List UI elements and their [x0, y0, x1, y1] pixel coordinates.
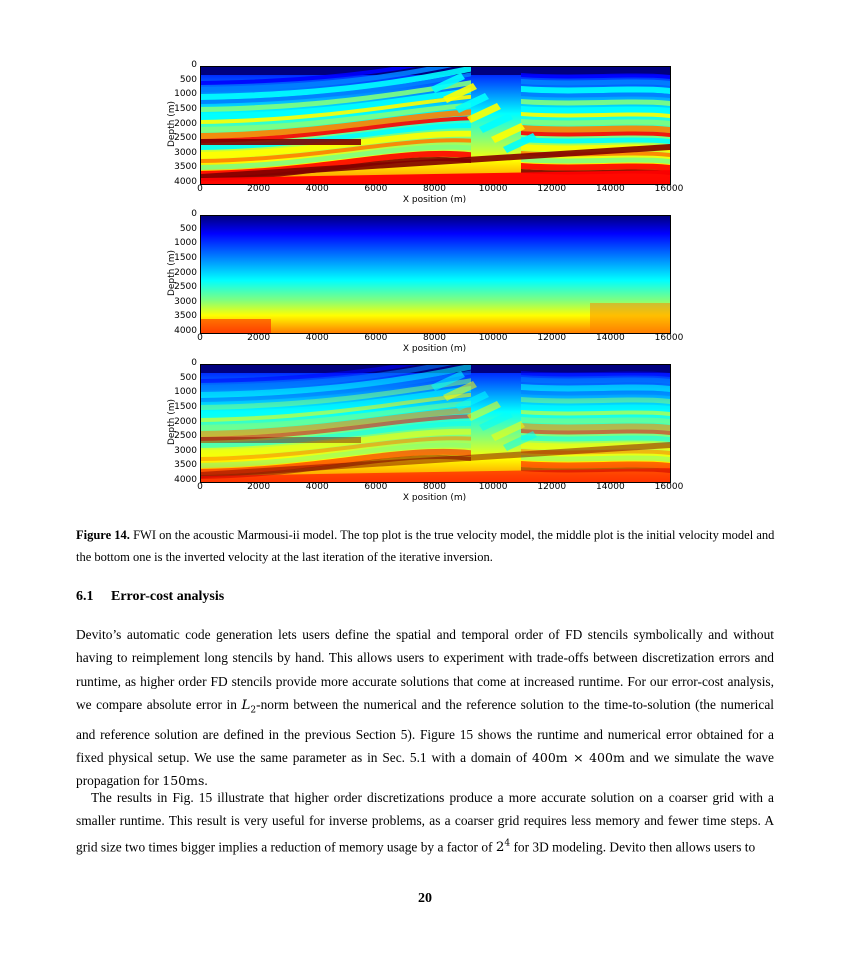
- y-tick-label: 1000: [174, 238, 197, 249]
- velocity-heatmap: [201, 216, 670, 333]
- x-tick-label: 10000: [478, 184, 508, 194]
- factor-exponent: 4: [504, 838, 511, 849]
- y-tick-label: 0: [191, 358, 197, 368]
- caption-text: FWI on the acoustic Marmousi-ii model. The top plot is the true velocity model, the middle plot is the initial velocity model and the bottom one is the inverted velocity at the last iteration of the iterative inversion.: [76, 528, 775, 564]
- x-tick-label: 10000: [478, 482, 508, 492]
- y-tick-label: 3000: [174, 147, 197, 158]
- paragraph-1: [76, 623, 774, 793]
- memory-factor: [496, 840, 510, 855]
- y-axis-label: Depth (m): [167, 398, 177, 445]
- y-tick-label: 4000: [174, 326, 197, 336]
- x-tick-label: 10000: [478, 333, 508, 343]
- y-tick-label: 1500: [174, 103, 197, 114]
- p1-text-d: .: [204, 773, 208, 789]
- velocity-image-inverted-model: [200, 364, 671, 483]
- y-tick-label: 3500: [174, 311, 197, 322]
- velocity-image-true-model: [200, 66, 671, 185]
- x-tick-label: 14000: [596, 333, 625, 343]
- p1-text-c: and we simulate the wave propagation for: [76, 750, 775, 789]
- x-tick-label: 14000: [596, 482, 625, 492]
- x-tick-label: 2000: [247, 482, 271, 492]
- velocity-heatmap: [201, 67, 670, 184]
- x-tick-label: 12000: [537, 184, 567, 194]
- x-axis-label: X position (m): [402, 195, 467, 205]
- section-title: Error-cost analysis: [111, 589, 225, 604]
- p2-text-b: for 3D modeling. Devito then allows users to: [510, 839, 756, 855]
- x-tick-label: 16000: [654, 482, 684, 492]
- velocity-image-initial-model: [200, 215, 671, 334]
- x-tick-label: 4000: [305, 333, 329, 343]
- x-tick-label: 12000: [537, 333, 567, 343]
- p1-text-b: -norm between the numerical and the reference solution to the time-to-solution (the numerical and reference solution are defined in the previous Section 5). Figure 15 shows the runtime and numerical error obtained for a fixed physical setup. We use the same parameter as in Sec. 5.1 with a domain of: [76, 696, 774, 766]
- y-tick-label: 1000: [174, 89, 197, 100]
- y-tick-label: 3500: [174, 162, 197, 173]
- factor-base: 2: [495, 840, 505, 856]
- x-tick-label: 6000: [364, 184, 388, 194]
- x-tick-label: 8000: [423, 333, 446, 343]
- propagation-time: 150ms: [162, 773, 205, 789]
- y-tick-label: 1000: [174, 387, 197, 398]
- x-tick-label: 2000: [247, 333, 271, 343]
- x-tick-label: 8000: [423, 184, 446, 194]
- y-tick-label: 500: [179, 223, 197, 234]
- x-tick-label: 4000: [305, 482, 329, 492]
- figure-caption: [76, 524, 776, 568]
- y-tick-label: 3000: [174, 445, 197, 456]
- norm-letter: L: [241, 697, 251, 713]
- velocity-heatmap: [201, 365, 670, 482]
- x-tick-label: 8000: [423, 482, 446, 492]
- y-tick-label: 500: [179, 74, 197, 85]
- paragraph-2: [76, 786, 774, 859]
- y-tick-label: 2000: [174, 416, 197, 427]
- y-tick-label: 2500: [174, 282, 197, 293]
- x-tick-label: 0: [197, 482, 203, 492]
- y-tick-label: 1500: [174, 252, 197, 263]
- page-number: 20: [418, 891, 432, 906]
- norm-subscript: 2: [250, 705, 257, 716]
- x-axis-label: X position (m): [402, 493, 467, 503]
- caption-label: Figure 14.: [76, 528, 130, 542]
- x-tick-label: 0: [197, 333, 203, 343]
- y-tick-label: 3000: [174, 296, 197, 307]
- y-tick-label: 3500: [174, 460, 197, 471]
- x-tick-label: 6000: [364, 333, 388, 343]
- y-tick-label: 0: [191, 209, 197, 219]
- x-tick-label: 16000: [654, 184, 684, 194]
- x-tick-label: 6000: [364, 482, 388, 492]
- y-tick-label: 2500: [174, 431, 197, 442]
- y-axis-label: Depth (m): [167, 100, 177, 147]
- y-tick-label: 2000: [174, 267, 197, 278]
- y-tick-label: 2000: [174, 118, 197, 129]
- l2-norm-symbol: [241, 697, 257, 716]
- x-tick-label: 16000: [654, 333, 684, 343]
- x-tick-label: 0: [197, 184, 203, 194]
- x-tick-label: 12000: [537, 482, 567, 492]
- x-axis-label: X position (m): [402, 344, 467, 354]
- x-tick-label: 4000: [305, 184, 329, 194]
- y-tick-label: 0: [191, 60, 197, 70]
- p1-text-a: Devito’s automatic code generation lets users define the spatial and temporal order of FD stencils symbolically and without having to reimplement long stencils by hand. This allows users to experiment with trade-offs between discretization errors and runtime, as higher order FD stencils provide more accurate solutions that come at increased runtime. For our error-cost analysis, we compare absolute error in: [76, 627, 774, 712]
- y-tick-label: 1500: [174, 401, 197, 412]
- x-tick-label: 2000: [247, 184, 271, 194]
- section-heading: [76, 589, 224, 605]
- y-tick-label: 4000: [174, 177, 197, 187]
- x-tick-label: 14000: [596, 184, 625, 194]
- y-tick-label: 4000: [174, 475, 197, 485]
- p2-text-a: The results in Fig. 15 illustrate that higher order discretizations produce a more accurate solution on a coarser grid with a smaller runtime. This result is very useful for inverse problems, as a coarser grid requires less memory and fewer time steps. A grid size two times bigger implies a reduction of memory usage by a factor of: [76, 790, 774, 855]
- section-number: 6.1: [76, 589, 94, 604]
- y-axis-label: Depth (m): [167, 249, 177, 296]
- y-tick-label: 500: [179, 372, 197, 383]
- y-tick-label: 2500: [174, 133, 197, 144]
- domain-size: 400m × 400m: [531, 750, 625, 766]
